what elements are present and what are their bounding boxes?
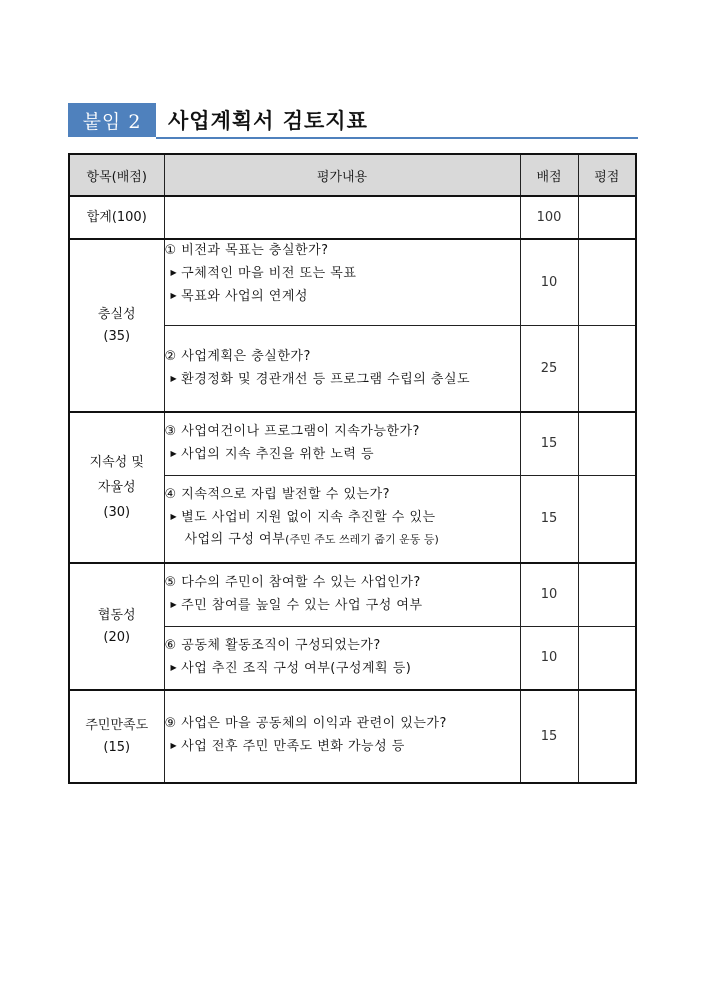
total-content-cell (164, 196, 520, 239)
criterion-cell (164, 412, 520, 475)
document-title: 사업계획서 검토지표 (168, 108, 368, 133)
category-points: (30) (103, 505, 131, 520)
triangle-bullet-icon: ▶ (170, 449, 178, 458)
grade-input-cell[interactable] (578, 563, 636, 626)
criterion-bullet: ▶ 목표와 사업의 연계성 (170, 289, 308, 304)
criterion-bullet-continuation: 사업의 구성 여부(주민 주도 쓰레기 줍기 운동 등) (184, 531, 439, 547)
grade-input-cell[interactable] (578, 412, 636, 475)
column-header-grade: 평점 (578, 154, 636, 196)
total-label: 합계(100) (69, 196, 164, 239)
category-name-line1: 지속성 및 (89, 455, 144, 470)
column-header-points: 배점 (520, 154, 578, 196)
criterion-score: 10 (520, 239, 578, 325)
table-row (69, 690, 636, 783)
criterion-cell (164, 626, 520, 690)
category-cell-sustainability (69, 412, 164, 563)
triangle-bullet-icon: ▶ (170, 741, 178, 750)
triangle-bullet-icon: ▶ (170, 662, 178, 672)
triangle-bullet-icon: ▶ (170, 268, 178, 277)
criterion-cell (164, 325, 520, 412)
category-name: 충실성 (97, 306, 136, 322)
total-row (69, 196, 636, 239)
grade-input-cell[interactable] (578, 475, 636, 563)
criterion-cell (164, 475, 520, 563)
criterion-cell (164, 239, 520, 325)
criterion-bullet: ▶ 사업의 지속 추진을 위한 노력 등 (170, 447, 375, 462)
document-header (68, 103, 638, 139)
criterion-question: ⑤ 다수의 주민이 참여할 수 있는 사업인가? (164, 575, 421, 590)
category-name: 협동성 (97, 607, 136, 623)
category-cell-satisfaction (69, 690, 164, 783)
criterion-question: ④ 지속적으로 자립 발전할 수 있는가? (164, 486, 391, 502)
criterion-cell (164, 563, 520, 626)
criterion-score: 15 (520, 475, 578, 563)
criterion-score: 10 (520, 563, 578, 626)
criterion-question: ⑨ 사업은 마을 공동체의 이익과 관련이 있는가? (164, 716, 447, 731)
title-underline (156, 137, 638, 139)
attachment-badge: 붙임 2 (68, 103, 156, 137)
criterion-bullet: ▶ 별도 사업비 지원 없이 지속 추진할 수 있는 (170, 509, 436, 525)
criterion-bullet: ▶ 사업 전후 주민 만족도 변화 가능성 등 (170, 739, 405, 754)
column-header-category: 항목(배점) (69, 154, 164, 196)
criterion-question: ② 사업계획은 충실한가? (164, 348, 311, 364)
criterion-cell (164, 690, 520, 783)
total-score: 100 (520, 196, 578, 239)
triangle-bullet-icon: ▶ (170, 373, 178, 383)
category-name-line2: 자율성 (97, 480, 136, 495)
grade-input-cell[interactable] (578, 239, 636, 325)
triangle-bullet-icon: ▶ (170, 291, 178, 300)
category-points: (15) (103, 739, 131, 755)
criterion-bullet: ▶ 주민 참여를 높일 수 있는 사업 구성 여부 (170, 598, 423, 613)
criterion-score: 10 (520, 626, 578, 690)
grade-input-cell[interactable] (578, 196, 636, 239)
category-name: 주민만족도 (85, 717, 149, 733)
category-points: (35) (103, 328, 131, 344)
category-cell-cooperation (69, 563, 164, 690)
criterion-question: ① 비전과 목표는 충실한가? (164, 243, 329, 258)
review-criteria-table (68, 153, 637, 784)
grade-input-cell[interactable] (578, 325, 636, 412)
column-header-content: 평가내용 (164, 154, 520, 196)
triangle-bullet-icon: ▶ (170, 511, 178, 521)
category-cell-fidelity (69, 239, 164, 412)
category-points: (20) (103, 629, 131, 645)
criterion-bullet: ▶ 환경정화 및 경관개선 등 프로그램 수립의 충실도 (170, 371, 471, 387)
table-header-row (69, 154, 636, 196)
grade-input-cell[interactable] (578, 626, 636, 690)
criterion-question: ③ 사업여건이나 프로그램이 지속가능한가? (164, 424, 420, 439)
table-row (69, 563, 636, 626)
table-row (69, 412, 636, 475)
criterion-score: 15 (520, 412, 578, 475)
criterion-bullet: ▶ 구체적인 마을 비전 또는 목표 (170, 266, 357, 281)
criterion-score: 25 (520, 325, 578, 412)
criterion-question: ⑥ 공동체 활동조직이 구성되었는가? (164, 637, 381, 653)
criterion-bullet: ▶ 사업 추진 조직 구성 여부(구성계획 등) (170, 660, 412, 676)
grade-input-cell[interactable] (578, 690, 636, 783)
triangle-bullet-icon: ▶ (170, 600, 178, 609)
criterion-score: 15 (520, 690, 578, 783)
table-row (69, 239, 636, 325)
